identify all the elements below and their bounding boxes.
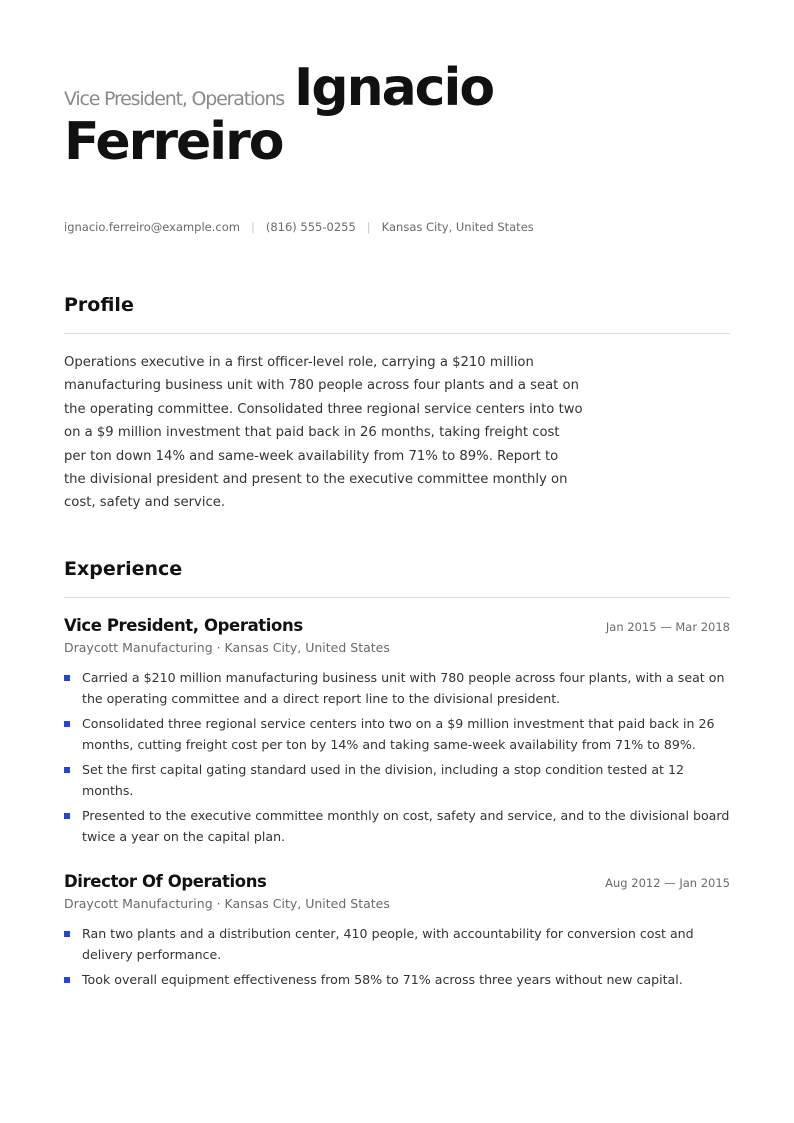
bullet-marker	[64, 977, 70, 983]
job-bullet	[64, 760, 730, 801]
job-title: Director Of Operations	[64, 872, 267, 891]
job-bullets	[64, 924, 730, 991]
job-bullet	[64, 806, 730, 847]
job-bullet	[64, 924, 730, 965]
job-bullet-text: Presented to the executive committee monthly on cost, safety and service, and to the divisional board twice a year on the capital plan.	[82, 808, 730, 844]
job-bullet	[64, 714, 730, 755]
bullet-marker	[64, 675, 70, 681]
last-name: Ferreiro	[64, 112, 283, 172]
contact-email: ignacio.ferreiro@example.com	[64, 220, 240, 234]
job-dates: Jan 2015 — Mar 2018	[605, 620, 730, 634]
job-bullet-text: Consolidated three regional service centers into two on a $9 million investment that paid back in 26 months, cutting freight cost per ton by 14% and taking same-week availability from 71% to 89%.	[82, 716, 715, 752]
first-name: Ignacio	[294, 58, 494, 118]
resume-header	[64, 58, 584, 172]
headline	[64, 58, 584, 172]
job-header	[64, 872, 730, 896]
job-bullet	[64, 668, 730, 709]
contact-line	[64, 220, 534, 234]
job-bullet-text: Carried a $210 million manufacturing business unit with 780 people across four plants, with a seat on the operating committee and a direct report line to the divisional president.	[82, 670, 725, 706]
contact-location: Kansas City, United States	[381, 220, 534, 234]
profile-heading: Profile	[64, 294, 134, 316]
experience-heading: Experience	[64, 558, 183, 580]
job-bullets	[64, 668, 730, 847]
contact-phone: (816) 555-0255	[265, 220, 356, 234]
profile-divider	[64, 333, 730, 334]
job-role-title: Vice President, Operations	[64, 88, 284, 110]
job-bullet-text: Took overall equipment effectiveness from 58% to 71% across three years without new capital.	[82, 972, 683, 987]
job-entry	[64, 872, 730, 996]
job-entry	[64, 616, 730, 852]
bullet-marker	[64, 721, 70, 727]
job-company: Draycott Manufacturing · Kansas City, United States	[64, 640, 390, 655]
experience-divider	[64, 597, 730, 598]
bullet-marker	[64, 931, 70, 937]
bullet-marker	[64, 813, 70, 819]
bullet-marker	[64, 767, 70, 773]
contact-separator: |	[366, 220, 371, 234]
job-title: Vice President, Operations	[64, 616, 303, 635]
job-bullet-text: Set the first capital gating standard used in the division, including a stop condition tested at 12 months.	[82, 762, 685, 798]
job-dates: Aug 2012 — Jan 2015	[605, 876, 730, 890]
job-company: Draycott Manufacturing · Kansas City, United States	[64, 896, 390, 911]
job-bullet-text: Ran two plants and a distribution center, 410 people, with accountability for conversion cost and delivery performance.	[82, 926, 694, 962]
contact-separator: |	[250, 220, 255, 234]
profile-summary: Operations executive in a first officer-level role, carrying a $210 million manufacturing business unit with 780 people across four plants and a seat on the operating committee. Consolidated three regional service centers into two on a $9 million investment that paid back in 26 months, taking freight cost per ton down 14% and same-week availability from 71% to 89%. Report to the divisional president and present to the executive committee monthly on cost, safety and service.	[64, 355, 583, 511]
job-header	[64, 616, 730, 640]
job-bullet	[64, 970, 730, 991]
